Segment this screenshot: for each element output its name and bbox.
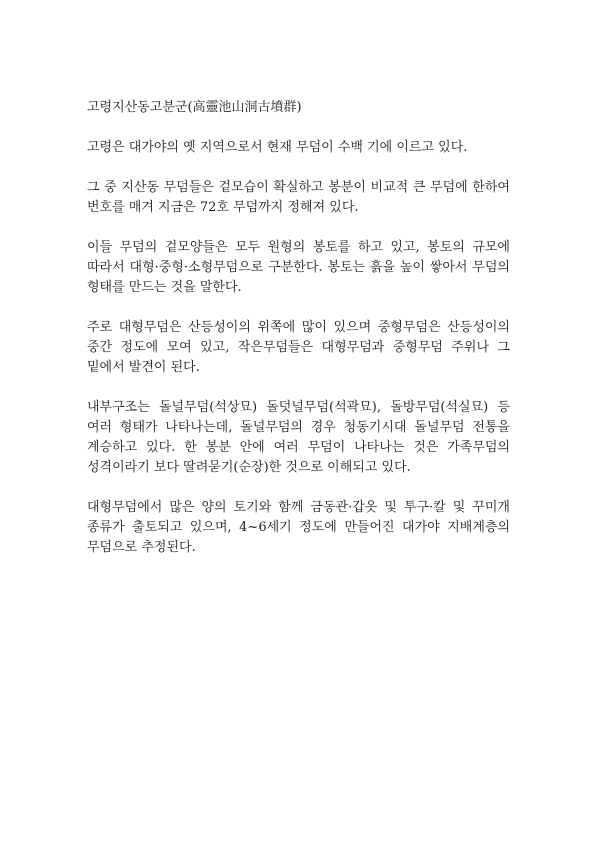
paragraph-location: 주로 대형무덤은 산등성이의 위쪽에 많이 있으며 중형무덤은 산등성이의 중간 정도에 모여 있고, 작은무덤들은 대형무덤과 중형무덤 주위나 그 밑에서 발견이 된다. xyxy=(87,320,510,375)
paragraph-numbering: 그 중 지산동 무덤들은 겉모습이 확실하고 봉분이 비교적 큰 무덤에 한하여 번호를 매겨 지금은 72호 무덤까지 정해져 있다. xyxy=(87,180,510,215)
paragraph-structure: 내부구조는 돌널무덤(석상묘) 돌덧널무덤(석곽묘), 돌방무덤(석실묘) 등 여러 형태가 나타나는데, 돌널무덤의 경우 청동기시대 돌널무덤 전통을 계승하고 있다. 한 봉분 안에 여러 무덤이 나타나는 것은 가족무덤의 성격이라기 보다 딸려묻기(순장)한 것으로 이해되고 있다. xyxy=(87,400,510,475)
paragraph-artifacts: 대형무덤에서 많은 양의 토기와 함께 금동관·갑옷 및 투구·칼 및 꾸미개 종류가 출토되고 있으며, 4~6세기 정도에 만들어진 대가야 지배계층의 무덤으로 추정된다. xyxy=(87,500,510,555)
paragraph-intro: 고령은 대가야의 옛 지역으로서 현재 무덤이 수백 기에 이르고 있다. xyxy=(87,140,468,155)
paragraph-shape: 이들 무덤의 겉모양들은 모두 원형의 봉토를 하고 있고, 봉토의 규모에 따라서 대형·중형·소형무덤으로 구분한다. 봉토는 흙을 높이 쌓아서 무덤의 형태를 만드는 것을 말한다. xyxy=(87,240,510,295)
document-title: 고령지산동고분군(高靈池山洞古墳群) xyxy=(87,100,302,115)
document-body xyxy=(87,98,510,578)
